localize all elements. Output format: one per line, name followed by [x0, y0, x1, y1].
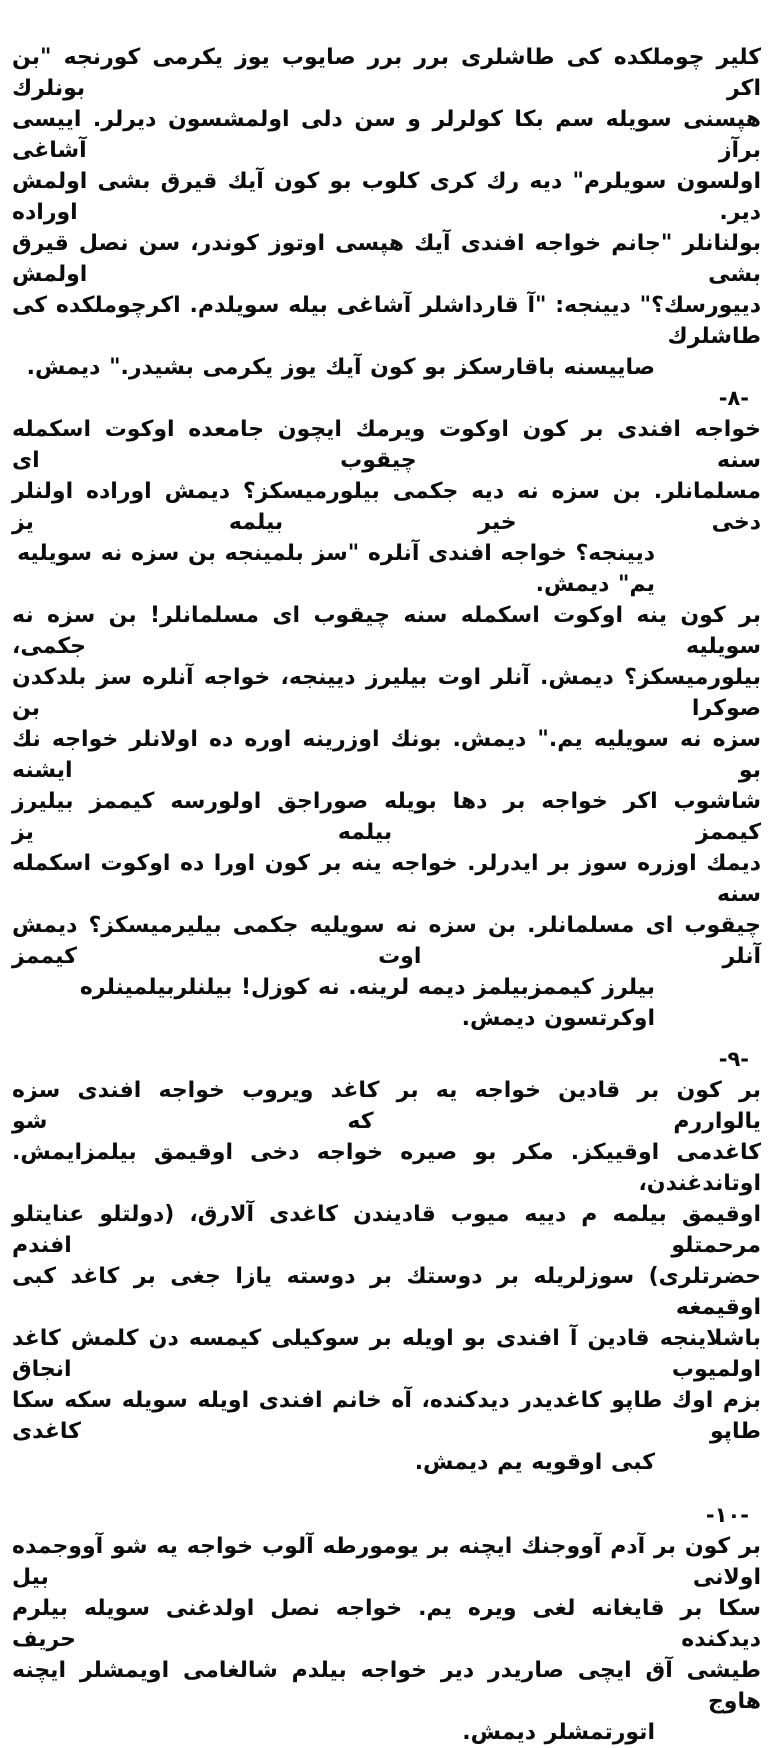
text-line: شاشوب اكر خواجه بر دها بويله صوراجق اولورسه كيممز بيليرز كيممز بيلمه يز: [12, 789, 761, 845]
text-line: بولنانلر "جانم خواجه افندى آيك هپسى اوتوز كوندر، سن نصل قيرق بشى اولمش: [12, 231, 761, 287]
text-line: دييورسك؟" ديينجه: "آ قارداشلر آشاغى بيله سويلدم. اكرچوملكده كى طاشلرك: [12, 293, 761, 349]
text-line: بر كون بر آدم آووجنك ايچنه بر يومورطه آلوب خواجه يه شو آووجمده اولانى بيل: [12, 1534, 761, 1590]
text-line: اوقيمق بيلمه م دييه ميوب قاديندن كاغدى آلارق، (دولتلو عنايتلو مرحمتلو افندم: [12, 1202, 761, 1258]
text-line: بيلرز كيممزبيلمز ديمه لرينه. نه كوزل! بيلنلربيلمينلره اوكرتسون ديمش.: [79, 975, 655, 1031]
text-line: صاييسنه باقارسكز بو كون آيك يوز يكرمى بشيدر." ديمش.: [26, 355, 655, 380]
text-line: سزه نه سويليه يم." ديمش. بونك اوزرينه اوره ده اولانلر خواجه نك بو ايشنه: [12, 727, 761, 783]
text-line: اتورتمشلر ديمش.: [462, 1720, 655, 1745]
text-line: ديينجه؟ خواجه افندى آنلره "سز بلمينجه بن سزه نه سويليه يم" ديمش.: [17, 541, 655, 597]
story-section: [12, 1044, 761, 1478]
text-line: اولسون سويلرم" ديه رك كرى كلوب بو كون آيك قيرق بشى اولمش دير. اوراده: [12, 169, 761, 225]
text-line: كلير چوملكده كى طاشلرى برر برر صايوب يوز يكرمى كورنجه "بن اكر بونلرك: [12, 45, 761, 101]
text-line: سكا بر قايغانه لغى ويره يم. خواجه نصل اولدغنى سويله بيلرم ديدكنده حريف: [12, 1596, 761, 1652]
text-line: چيقوب اى مسلمانلر. بن سزه نه سويليه جكمى بيليرميسكز؟ ديمش آنلر اوت كيممز: [12, 913, 761, 969]
section-number: -٩-: [718, 1047, 749, 1071]
story-section: [12, 1500, 761, 1748]
text-line: بر كون بر قادين خواجه يه بر كاغد ويروب خواجه افندى سزه يالواررم كه شو: [12, 1078, 761, 1134]
section-number: -١٠-: [705, 1503, 749, 1527]
text-line: بر كون ينه اوكوت اسكمله سنه چيقوب اى مسلمانلر! بن سزه نه سويليه جكمى،: [12, 603, 761, 659]
text-line: هپسنى سويله سم بكا كولرلر و سن دلى اولمشسون ديرلر. اييسى برآز آشاغى: [12, 107, 761, 163]
story-section: [12, 383, 761, 1034]
section-number: -٨-: [718, 386, 749, 410]
text-line: طيشى آق ايچى صاريدر دير خواجه بيلدم شالغامى اويمشلر ايچنه هاوج: [12, 1658, 761, 1714]
text-line: بزم اوك طاپو كاغديدر ديدكنده، آه خانم افندى اويله سويله سكه سكا طاپو كاغدى: [12, 1388, 761, 1444]
story-section: [12, 42, 761, 383]
text-line: ديمك اوزره سوز بر ايدرلر. خواجه ينه بر كون اورا ده اوكوت اسكمله سنه: [12, 851, 761, 907]
text-line: بيلورميسكز؟ ديمش. آنلر اوت بيليرز ديينجه، خواجه آنلره سز بلدكدن صوكرا بن: [12, 665, 761, 721]
text-line: خواجه افندى بر كون اوكوت ويرمك ايچون جامعده اوكوت اسكمله سنه چيقوب اى: [12, 417, 761, 473]
text-line: مسلمانلر. بن سزه نه ديه جكمى بيلورميسكز؟ ديمش اوراده اولنلر دخى خير بيلمه يز: [12, 479, 761, 535]
text-line: كبى اوقويه يم ديمش.: [414, 1450, 655, 1475]
text-line: حضرتلرى) سوزلريله بر دوستك بر دوسته يازا جغى بر كاغد كبى اوقيمغه: [12, 1264, 761, 1320]
text-line: كاغدمى اوقييكز. مكر بو صيره خواجه دخى اوقيمق بيلمزايمش. اوتاندغندن،: [12, 1140, 761, 1196]
text-line: باشلاينجه قادين آ افندى بو اويله بر سوكيلى كيمسه دن كلمش كاغد اولميوب انجاق: [12, 1326, 761, 1382]
